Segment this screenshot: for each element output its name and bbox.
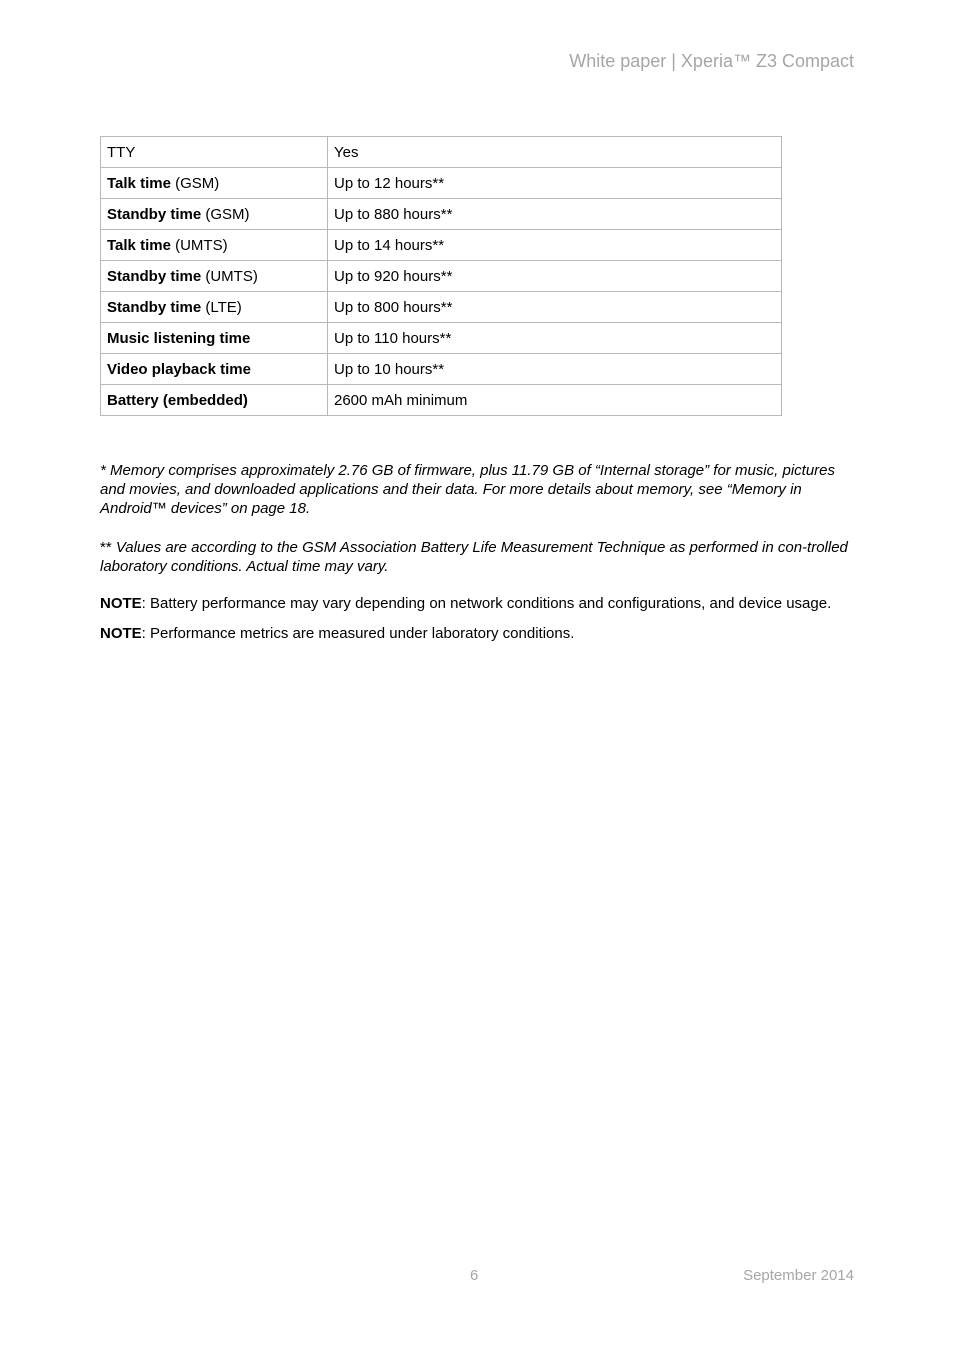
table-row bbox=[101, 230, 782, 261]
table-value-cell: Up to 12 hours** bbox=[328, 168, 782, 199]
table-label-cell: Standby time (UMTS) bbox=[101, 261, 328, 292]
battery-note: NOTE: Battery performance may vary depending on network conditions and configurations, and device usage. bbox=[100, 595, 832, 612]
footer-date: September 2014 bbox=[743, 1267, 854, 1284]
table-label-cell: Standby time (GSM) bbox=[101, 199, 328, 230]
performance-note: NOTE: Performance metrics are measured under laboratory conditions. bbox=[100, 625, 575, 642]
table-label-cell: Video playback time bbox=[101, 354, 328, 385]
table-value-cell: Up to 920 hours** bbox=[328, 261, 782, 292]
table-row bbox=[101, 137, 782, 168]
battery-spec-table bbox=[100, 136, 782, 416]
table-label-cell: Standby time (LTE) bbox=[101, 292, 328, 323]
table-row bbox=[101, 199, 782, 230]
header-title: White paper | Xperia™ Z3 Compact bbox=[569, 51, 854, 71]
table-value-cell: 2600 mAh minimum bbox=[328, 385, 782, 416]
table-label-cell: TTY bbox=[101, 137, 328, 168]
table-row bbox=[101, 354, 782, 385]
table-row bbox=[101, 168, 782, 199]
footnotes-section bbox=[100, 461, 860, 656]
page-number: 6 bbox=[470, 1267, 479, 1284]
memory-footnote: * Memory comprises approximately 2.76 GB of firmware, plus 11.79 GB of “Internal storage” for music, pictures and movies, and downloaded applications and their data. For more details about memory, see “Memory in Android™ devices” on page 18. bbox=[100, 462, 835, 517]
table-label-cell: Battery (embedded) bbox=[101, 385, 328, 416]
table-value-cell: Up to 14 hours** bbox=[328, 230, 782, 261]
table-row bbox=[101, 385, 782, 416]
table-row bbox=[101, 292, 782, 323]
table-label-cell: Talk time (GSM) bbox=[101, 168, 328, 199]
table-row bbox=[101, 261, 782, 292]
table-value-cell: Up to 880 hours** bbox=[328, 199, 782, 230]
table-value-cell: Up to 800 hours** bbox=[328, 292, 782, 323]
footnote-marker: ** bbox=[100, 539, 116, 556]
table-value-cell: Up to 110 hours** bbox=[328, 323, 782, 354]
table-row bbox=[101, 323, 782, 354]
table-value-cell: Up to 10 hours** bbox=[328, 354, 782, 385]
table-label-cell: Music listening time bbox=[101, 323, 328, 354]
battery-footnote: ** Values are according to the GSM Association Battery Life Measurement Technique as performed in con-trolled laboratory conditions. Actual time may vary. bbox=[100, 539, 848, 575]
table-value-cell: Yes bbox=[328, 137, 782, 168]
table-label-cell: Talk time (UMTS) bbox=[101, 230, 328, 261]
